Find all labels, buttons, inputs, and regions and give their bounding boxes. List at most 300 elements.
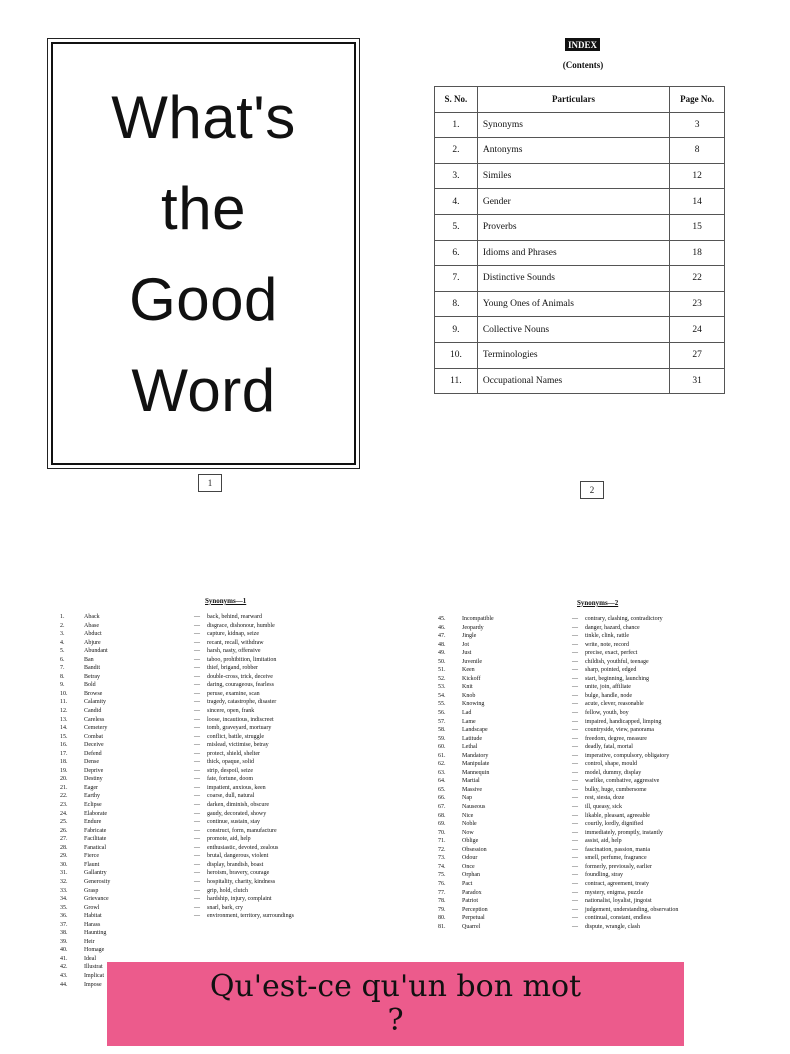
entry-word: Gallantry [84,870,107,877]
entry-word: Just [462,650,472,657]
entry-word: Destiny [84,776,103,783]
synonym-entry [438,666,738,675]
index-page: 22 [670,266,725,292]
entry-word: Perception [462,906,488,913]
synonym-entry [60,810,360,819]
entry-word: Earthy [84,793,100,800]
entry-dash: — [572,616,578,622]
entry-meaning: gaudy, decorated, showy [207,810,267,817]
synonym-entry [438,871,738,880]
entry-word: Abduct [84,631,102,638]
entry-meaning: tinkle, clink, rattle [585,633,629,640]
entry-number: 17. [60,750,68,757]
entry-dash: — [572,761,578,768]
entry-word: Generosity [84,878,111,885]
entry-dash: — [572,718,578,725]
entry-word: Latitude [462,735,482,742]
entry-number: 37. [60,921,68,928]
synonym-entry [60,750,360,759]
synonym-entry [60,775,360,784]
entry-number: 28. [60,844,68,851]
entry-dash: — [194,733,200,740]
entry-meaning: rest, siesta, doze [585,795,625,802]
entry-dash: — [194,793,200,800]
cover-frame [51,42,356,465]
entry-word: Flaunt [84,861,100,868]
entry-number: 9. [60,682,65,689]
entry-number: 65. [438,786,446,793]
index-page: 23 [670,291,725,317]
synonym-entry [60,622,360,631]
synonym-entry [438,846,738,855]
synonym-entry [60,724,360,733]
synonym-entry [438,863,738,872]
entry-dash: — [572,838,578,845]
entry-number: 78. [438,898,446,905]
entry-meaning: snarl, bark, cry [207,904,243,911]
entry-number: 14. [60,725,68,732]
index-row [435,266,725,292]
entry-meaning: harsh, nasty, offensive [207,648,261,655]
entry-number: 58. [438,727,446,734]
index-row [435,163,725,189]
entry-dash: — [194,819,200,826]
synonym-entry [60,904,360,913]
entry-word: Calamity [84,699,106,706]
synonym-entry [60,801,360,810]
entry-number: 30. [60,861,68,868]
entry-meaning: construct, form, manufacture [207,827,277,834]
entry-number: 60. [438,744,446,751]
synonym-entry [438,914,738,923]
entry-word: Fanatical [84,844,106,851]
entry-number: 4. [60,639,65,646]
entry-word: Manipulate [462,761,490,768]
index-sno: 9. [435,317,478,343]
entry-meaning: capture, kidnap, seize [207,631,259,638]
index-sno: 2. [435,138,478,164]
synonym-entry [60,827,360,836]
entry-number: 81. [438,923,446,930]
entry-word: Lad [462,710,472,717]
entry-dash: — [572,701,578,708]
entry-number: 40. [60,947,68,954]
entry-dash: — [194,896,200,903]
index-page: 14 [670,189,725,215]
entry-number: 68. [438,812,446,819]
entry-meaning: countryside, view, panorama [585,727,654,734]
entry-word: Grievance [84,896,109,903]
entry-meaning: brutal, dangerous, violent [207,853,269,860]
synonym-entry [438,709,738,718]
entry-dash: — [572,898,578,905]
entry-meaning: tragedy, catastrophe, disaster [207,699,277,706]
entry-word: Juvenile [462,658,482,665]
synonym-entry [438,820,738,829]
entry-meaning: warlike, combative, aggressive [585,778,660,785]
entry-word: Nap [462,795,472,802]
synonym-entry [60,758,360,767]
entry-meaning: fate, fortune, doom [207,776,253,783]
entry-dash: — [572,675,578,682]
index-page: 18 [670,240,725,266]
entry-dash: — [572,829,578,836]
entry-dash: — [572,906,578,913]
synonym-entry [60,861,360,870]
entry-word: Ideal [84,955,96,962]
entry-number: 27. [60,836,68,843]
synonym-entry [60,647,360,656]
synonym-entry [438,906,738,915]
synonym-entry [60,852,360,861]
header-page-no: Page No. [670,87,725,113]
entry-number: 7. [60,665,65,672]
entry-number: 61. [438,752,446,759]
entry-meaning: mislead, victimise, betray [207,742,269,749]
entry-number: 73. [438,855,446,862]
entry-dash: — [572,812,578,819]
entry-meaning: impatient, anxious, keen [207,784,266,791]
entry-dash: — [572,855,578,862]
entry-meaning: bulky, huge, cumbersome [585,786,647,793]
entry-dash: — [194,708,200,715]
entry-number: 49. [438,650,446,657]
entry-word: Odour [462,855,478,862]
entry-word: Dense [84,759,99,766]
synonym-entry [60,681,360,690]
synonym-entry [438,752,738,761]
entry-meaning: foundling, stray [585,872,623,879]
entry-dash: — [194,690,200,697]
page-number: 2 [580,481,604,499]
index-sno: 10. [435,342,478,368]
entry-dash: — [572,889,578,896]
index-particular: Similes [477,163,669,189]
entry-number: 10. [60,690,68,697]
entry-word: Keen [462,667,475,674]
synonym-entry [60,792,360,801]
entry-number: 29. [60,853,68,860]
synonym-entry [438,692,738,701]
synonym-entry [60,912,360,921]
index-title: INDEX [565,38,600,51]
header-sno: S. No. [435,87,478,113]
entry-meaning: double-cross, trick, deceive [207,673,273,680]
synonym-entry [438,786,738,795]
synonym-entry [60,887,360,896]
entry-meaning: coarse, dull, natural [207,793,255,800]
entry-number: 48. [438,641,446,648]
index-particular: Occupational Names [477,368,669,394]
index-particular: Collective Nouns [477,317,669,343]
entry-dash: — [194,887,200,894]
entry-word: Combat [84,733,103,740]
entry-dash: — [194,699,200,706]
index-row [435,214,725,240]
index-page: 8 [670,138,725,164]
index-particular: Antonyms [477,138,669,164]
entry-meaning: loose, incautious, indiscreet [207,716,274,723]
synonym-entry [438,803,738,812]
entry-number: 57. [438,718,446,725]
index-sno: 1. [435,112,478,138]
entry-dash: — [194,810,200,817]
entry-meaning: disgrace, dishonour, humble [207,622,275,629]
entry-meaning: fascination, passion, mania [585,846,650,853]
synonym-entry [438,615,738,624]
entry-dash: — [572,624,578,631]
entry-number: 32. [60,878,68,885]
entry-word: Nice [462,812,474,819]
entry-meaning: thick, opaque, solid [207,759,254,766]
entry-dash: — [194,716,200,723]
banner-line: ? [387,1003,404,1038]
entry-number: 67. [438,804,446,811]
entry-meaning: heroism, bravery, courage [207,870,270,877]
entry-dash: — [194,656,200,663]
synonym-entry [60,613,360,622]
entry-number: 22. [60,793,68,800]
synonyms-1-title: Synonyms—1 [205,597,247,605]
entry-meaning: grip, hold, clutch [207,887,248,894]
index-row [435,368,725,394]
entry-number: 33. [60,887,68,894]
entry-number: 25. [60,819,68,826]
entry-meaning: protect, shield, shelter [207,750,260,757]
synonym-entry [438,675,738,684]
entry-dash: — [194,682,200,689]
index-row [435,291,725,317]
entry-word: Illustrat [84,964,103,971]
entry-number: 46. [438,624,446,631]
entry-word: Fierce [84,853,99,860]
synonym-entry [60,938,360,947]
synonym-entry [438,760,738,769]
entry-word: Abundant [84,648,108,655]
synonym-entry [60,673,360,682]
entry-word: Deceive [84,742,104,749]
synonym-entry [438,923,738,932]
synonym-entry [60,639,360,648]
entry-number: 47. [438,633,446,640]
entry-dash: — [194,759,200,766]
index-row [435,240,725,266]
entry-word: Abjure [84,639,101,646]
entry-number: 12. [60,708,68,715]
entry-word: Kickoff [462,675,481,682]
synonyms-2-list [438,615,738,931]
index-page: 12 [670,163,725,189]
index-page: 24 [670,317,725,343]
entry-meaning: deadly, fatal, mortal [585,744,633,751]
entry-word: Jeopardy [462,624,484,631]
entry-word: Facilitate [84,836,107,843]
entry-number: 24. [60,810,68,817]
entry-word: Jot [462,641,470,648]
index-sno: 6. [435,240,478,266]
entry-word: Nauseous [462,804,486,811]
entry-meaning: daring, courageous, fearless [207,682,274,689]
entry-word: Fabricate [84,827,107,834]
entry-dash: — [194,836,200,843]
index-particular: Idioms and Phrases [477,240,669,266]
entry-dash: — [572,692,578,699]
entry-word: Oblige [462,838,479,845]
entry-dash: — [194,673,200,680]
entry-number: 51. [438,667,446,674]
entry-number: 39. [60,938,68,945]
entry-number: 3. [60,631,65,638]
entry-word: Haunting [84,930,107,937]
index-subtitle: (Contents) [562,60,604,70]
entry-dash: — [194,878,200,885]
entry-meaning: immediately, promptly, instantly [585,829,663,836]
entry-dash: — [572,641,578,648]
entry-dash: — [194,784,200,791]
entry-dash: — [572,863,578,870]
entry-word: Martial [462,778,480,785]
entry-dash: — [194,767,200,774]
entry-word: Elaborate [84,810,107,817]
entry-dash: — [194,648,200,655]
synonyms-1-list [60,613,360,989]
index-sno: 4. [435,189,478,215]
entry-word: Now [462,829,474,836]
french-title-banner [107,962,684,1046]
entry-dash: — [572,804,578,811]
entry-dash: — [572,769,578,776]
entry-dash: — [194,742,200,749]
entry-word: Landscape [462,727,488,734]
entry-number: 66. [438,795,446,802]
synonym-entry [438,700,738,709]
index-sno: 11. [435,368,478,394]
synonym-entry [438,794,738,803]
index-header-row [435,87,725,113]
entry-meaning: thief, brigand, robber [207,665,258,672]
entry-number: 77. [438,889,446,896]
index-particular: Young Ones of Animals [477,291,669,317]
entry-meaning: mystery, enigma, puzzle [585,889,644,896]
entry-number: 20. [60,776,68,783]
entry-dash: — [572,846,578,853]
synonym-entry [438,632,738,641]
entry-word: Browse [84,690,103,697]
index-row [435,112,725,138]
index-page: 15 [670,214,725,240]
entry-number: 16. [60,742,68,749]
entry-number: 79. [438,906,446,913]
synonym-entry [60,921,360,930]
entry-word: Knowing [462,701,485,708]
entry-meaning: sharp, pointed, edged [585,667,637,674]
index-row [435,189,725,215]
entry-dash: — [194,853,200,860]
entry-number: 62. [438,761,446,768]
index-row [435,317,725,343]
entry-word: Orphan [462,872,480,879]
index-sno: 8. [435,291,478,317]
entry-word: Jingle [462,633,477,640]
entry-word: Patriot [462,898,478,905]
entry-dash: — [572,752,578,759]
entry-dash: — [572,650,578,657]
entry-meaning: sincere, open, frank [207,708,255,715]
entry-word: Once [462,863,475,870]
synonym-entry [60,869,360,878]
entry-meaning: darken, diminish, obscure [207,802,269,809]
entry-number: 64. [438,778,446,785]
entry-number: 74. [438,863,446,870]
synonym-entry [60,895,360,904]
entry-meaning: model, dummy, display [585,769,642,776]
entry-word: Pact [462,880,473,887]
synonym-entry [60,698,360,707]
entry-number: 56. [438,710,446,717]
entry-dash: — [572,821,578,828]
entry-word: Aback [84,614,100,620]
synonym-entry [438,658,738,667]
cover-title-line: What's [111,83,296,151]
entry-word: Harass [84,921,101,928]
entry-word: Eager [84,784,98,791]
entry-meaning: acute, clever, reasonable [585,701,644,708]
synonym-entry [438,718,738,727]
entry-dash: — [194,665,200,672]
entry-word: Heir [84,938,95,945]
entry-dash: — [572,795,578,802]
entry-meaning: back, behind, rearward [207,614,262,620]
entry-word: Knit [462,684,473,691]
synonym-entry [438,812,738,821]
entry-dash: — [572,735,578,742]
entry-word: Bold [84,682,96,689]
entry-word: Paradox [462,889,482,896]
entry-word: Lame [462,718,476,725]
entry-meaning: control, shape, mould [585,761,637,768]
cover-title-line: the [161,174,246,242]
entry-meaning: assist, aid, help [585,838,622,845]
cover-title-line: Word [131,356,276,424]
entry-meaning: fellow, youth, boy [585,710,629,717]
entry-meaning: nationalist, loyalist, jingoist [585,898,652,905]
entry-number: 54. [438,692,446,699]
entry-word: Defend [84,750,102,757]
synonym-entry [438,777,738,786]
entry-meaning: continue, sustain, stay [207,819,260,826]
entry-number: 55. [438,701,446,708]
synonym-entry [60,716,360,725]
synonym-entry [60,690,360,699]
entry-word: Growl [84,904,100,911]
synonym-entry [438,889,738,898]
synonym-entry [60,929,360,938]
entry-dash: — [572,778,578,785]
entry-word: Obsession [462,846,487,853]
entry-dash: — [572,880,578,887]
entry-dash: — [572,710,578,717]
entry-number: 31. [60,870,68,877]
banner-line: Qu'est-ce qu'un bon mot [209,969,582,1004]
synonym-entry [60,878,360,887]
entry-word: Betray [84,673,100,680]
entry-word: Perpetual [462,915,485,922]
entry-meaning: unite, join, affiliate [585,684,631,691]
synonym-entry [438,829,738,838]
entry-number: 36. [60,913,68,920]
entry-dash: — [572,915,578,922]
entry-number: 26. [60,827,68,834]
